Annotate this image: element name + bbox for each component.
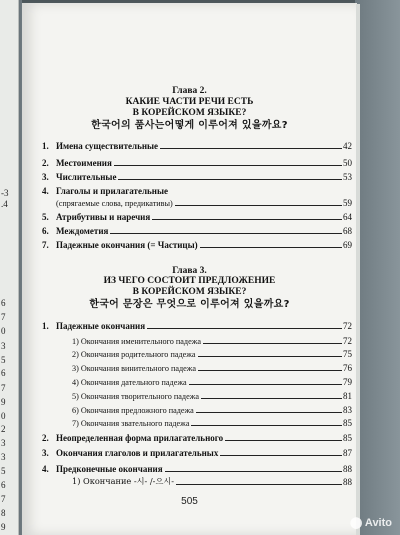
- left-page-number: 8: [1, 508, 6, 518]
- leader-dots: [220, 455, 342, 456]
- toc-item[interactable]: [42, 156, 352, 168]
- leader-dots: [189, 384, 342, 385]
- leader-dots: [198, 356, 342, 357]
- leader-dots: [118, 179, 342, 180]
- toc-item-note: (спрягаемые слова, предикативы): [56, 199, 173, 208]
- left-page-number: 7: [1, 312, 6, 322]
- toc-subitem[interactable]: [72, 403, 352, 415]
- toc-subitem-label: 5) Окончания творительного падежа: [72, 392, 200, 401]
- left-page-number: 7: [1, 383, 6, 393]
- toc-subitem-label: 2) Окончания родительного падежа: [72, 350, 196, 359]
- chapter3-heading-line1: ИЗ ЧЕГО СОСТОИТ ПРЕДЛОЖЕНИЕ: [103, 276, 276, 286]
- toc-item-page: 87: [343, 448, 352, 458]
- toc-item[interactable]: [42, 446, 352, 458]
- chapter3-korean-heading: 한국어 문장은 무엇으로 이루어져 있을까요?: [89, 299, 290, 310]
- toc-item-page: 42: [343, 141, 352, 151]
- toc-item-label: Падежные окончания (= Частицы): [56, 240, 198, 250]
- chapter2-heading-line2: В КОРЕЙСКОМ ЯЗЫКЕ?: [132, 108, 247, 118]
- toc-item-label: Имена существительные: [56, 141, 159, 151]
- toc-item-number: 7.: [42, 240, 49, 250]
- toc-subitem-page: 88: [343, 477, 352, 487]
- leader-dots: [203, 343, 342, 344]
- toc-item[interactable]: [42, 184, 352, 196]
- toc-item-label: Атрибутивы и наречия: [56, 212, 151, 222]
- toc-item-page: 72: [343, 321, 352, 331]
- left-page-number: 9: [1, 397, 6, 407]
- leader-dots: [196, 412, 342, 413]
- left-page-number: 0: [1, 326, 6, 336]
- toc-item-note-row: [56, 196, 352, 208]
- toc-item-label: Неопределенная форма прилагательного: [56, 433, 224, 443]
- leader-dots: [110, 233, 342, 234]
- toc-subitem[interactable]: [72, 375, 352, 387]
- left-page-number: 9: [1, 522, 6, 532]
- toc-subitem[interactable]: [72, 334, 352, 346]
- toc-item[interactable]: [42, 139, 352, 151]
- toc-item-page: 68: [343, 226, 352, 236]
- toc-item-page: 88: [343, 464, 352, 474]
- toc-subitem-page: 81: [343, 391, 352, 401]
- leader-dots: [114, 165, 342, 166]
- background-right: [355, 0, 400, 535]
- watermark: ⬤ Avito: [349, 517, 392, 529]
- leader-dots: [201, 398, 342, 399]
- toc-item-number: 3.: [42, 172, 49, 182]
- toc-item-label: Падежные окончания: [56, 321, 146, 331]
- leader-dots: [225, 440, 342, 441]
- chapter2-korean-heading: 한국어의 품사는어떻게 이루어져 있을까요?: [91, 120, 288, 131]
- left-page-number: -3: [1, 188, 9, 198]
- toc-item-number: 6.: [42, 226, 49, 236]
- toc-item-number: 2.: [42, 158, 49, 168]
- leader-dots: [191, 425, 342, 426]
- toc-item-number: 4.: [42, 464, 49, 474]
- toc-item-page: 50: [343, 158, 352, 168]
- left-page-number: 6: [1, 298, 6, 308]
- toc-item-label: Предконечные окончания: [56, 464, 163, 474]
- toc-subitem-label: 1) Окончание -시- /-으시-: [72, 476, 175, 486]
- chapter3-heading-line2: В КОРЕЙСКОМ ЯЗЫКЕ?: [132, 287, 247, 297]
- left-page-number: 6: [1, 368, 6, 378]
- toc-item-number: 3.: [42, 448, 49, 458]
- left-page-number: 0: [1, 411, 6, 421]
- toc-item-label: Междометия: [56, 226, 109, 236]
- toc-item-page: 69: [343, 240, 352, 250]
- toc-item[interactable]: [42, 210, 352, 222]
- left-page-number: .4: [1, 199, 8, 209]
- toc-subitem-page: 85: [343, 418, 352, 428]
- chapter2-title: Глава 2.: [172, 86, 207, 96]
- toc-item-number: 4.: [42, 186, 49, 196]
- toc-subitem-page: 72: [343, 336, 352, 346]
- toc-subitem[interactable]: [72, 347, 352, 359]
- toc-subitem[interactable]: [72, 389, 352, 401]
- leader-dots: [165, 471, 342, 472]
- toc-subitem-label: 6) Окончания предложного падежа: [72, 406, 194, 415]
- toc-subitem-page: 79: [343, 377, 352, 387]
- page-edge: [356, 4, 360, 535]
- leader-dots: [176, 484, 342, 485]
- toc-subitem[interactable]: [72, 361, 352, 373]
- toc-subitem-label: 3) Окончания винительного падежа: [72, 364, 197, 373]
- leader-dots: [175, 205, 342, 206]
- toc-item-label: Окончания глаголов и прилагательных: [56, 448, 219, 458]
- leader-dots: [200, 247, 342, 248]
- leader-dots: [152, 219, 342, 220]
- toc-subitem-label: 7) Окончания звательного падежа: [72, 419, 190, 428]
- left-page-number: 3: [1, 452, 6, 462]
- left-page-number: 3: [1, 341, 6, 351]
- toc-item[interactable]: [42, 170, 352, 182]
- toc-item[interactable]: [42, 462, 352, 474]
- toc-item[interactable]: [42, 238, 352, 250]
- toc-subitem-label: 4) Окончания дательного падежа: [72, 378, 187, 387]
- leader-dots: [198, 370, 342, 371]
- left-page-number: 5: [1, 355, 6, 365]
- toc-item-number: 2.: [42, 433, 49, 443]
- toc-item[interactable]: [42, 224, 352, 236]
- left-page-number: 5: [1, 466, 6, 476]
- toc-subitem-label: 1) Окончания именительного падежа: [72, 337, 202, 346]
- toc-subitem-page: 83: [343, 405, 352, 415]
- left-page-number: 6: [1, 480, 6, 490]
- left-page-number: 2: [1, 424, 6, 434]
- book-page: [22, 3, 357, 535]
- leader-dots: [147, 328, 342, 329]
- chapter3-title: Глава 3.: [172, 266, 207, 276]
- page-number: 505: [181, 496, 198, 507]
- toc-item-label: Местоимения: [56, 158, 112, 168]
- chapter2-heading-line1: КАКИЕ ЧАСТИ РЕЧИ ЕСТЬ: [125, 97, 254, 107]
- toc-subitem-page: 75: [343, 349, 352, 359]
- toc-item-number: 5.: [42, 212, 49, 222]
- leader-dots: [160, 148, 342, 149]
- toc-subitem-page: 76: [343, 363, 352, 373]
- left-page-edge: [0, 0, 19, 535]
- toc-item-page: 64: [343, 212, 352, 222]
- toc-item-page: 59: [343, 198, 352, 208]
- watermark-text: Avito: [364, 517, 392, 529]
- toc-subitem[interactable]: [72, 475, 352, 487]
- toc-item-label: Глаголы и прилагательные: [56, 186, 168, 196]
- toc-item-number: 1.: [42, 141, 49, 151]
- left-page-number: 7: [1, 494, 6, 504]
- toc-item-number: 1.: [42, 321, 49, 331]
- toc-item-label: Числительные: [56, 172, 117, 182]
- toc-item-page: 85: [343, 433, 352, 443]
- toc-subitem[interactable]: [72, 416, 352, 428]
- left-page-number: 3: [1, 438, 6, 448]
- toc-item[interactable]: [42, 319, 352, 331]
- toc-item[interactable]: [42, 431, 352, 443]
- toc-item-page: 53: [343, 172, 352, 182]
